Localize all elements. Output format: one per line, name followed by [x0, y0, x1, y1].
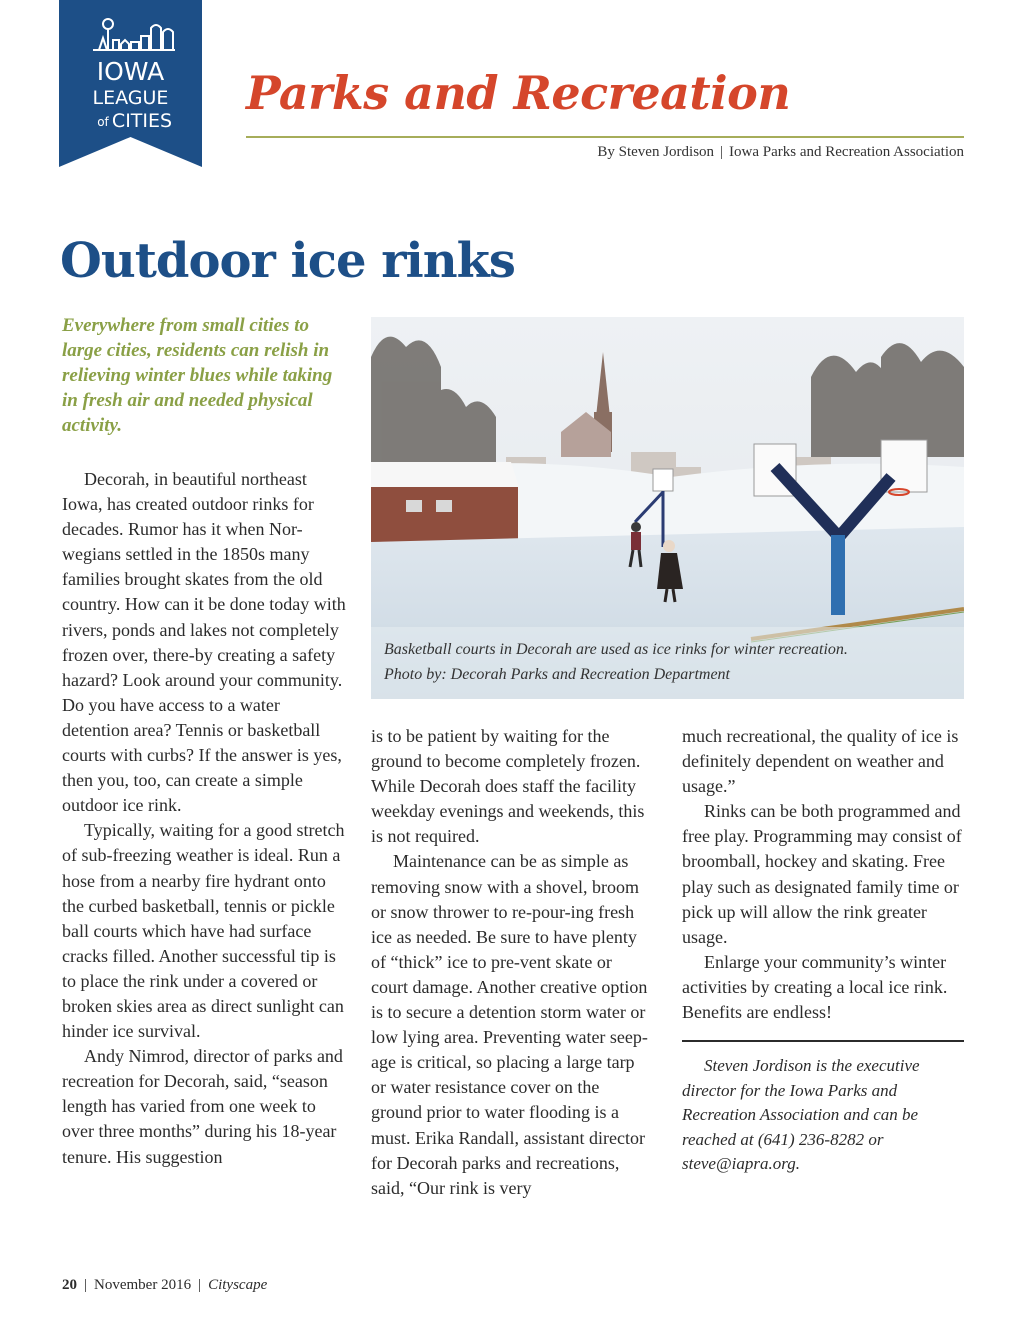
issue-date: November 2016 — [94, 1277, 192, 1293]
article-deck: Everywhere from small cities to large cities, residents can relish in relieving winter blues while taking in fresh air and needed physical activity. — [62, 315, 333, 436]
paragraph: Andy Nimrod, director of parks and recreation for Decorah, said, “season length has varied from one week to over three months” during his 18-year tenure. His suggestion — [62, 1046, 343, 1167]
logo-line-iowa: IOWA — [96, 57, 165, 86]
paragraph: Rinks can be both programmed and free play. Programming may consist of broomball, hockey and skating. Free play such as designated family time or pick up will allow the rink greater usage. — [682, 801, 962, 947]
iowa-league-of-cities-logo — [59, 0, 202, 167]
paragraph: Enlarge your community’s winter activities by creating a local ice rink. Benefits are endless! — [682, 951, 948, 1023]
footer-separator: | — [198, 1277, 202, 1293]
section-title: Parks and Recreation — [246, 66, 791, 120]
photo-caption — [384, 637, 944, 687]
byline — [597, 144, 964, 161]
paragraph: Typically, waiting for a good stretch of sub-freezing weather is ideal. Run a hose from a nearby fire hydrant onto the curbed basketball, tennis or pickle ball courts which have had surface cracks filled. Another successful tip is to place the rink under a covered or broken skies area as direct sunlight can hinder ice survival. — [62, 820, 345, 1042]
magazine-name: Cityscape — [208, 1277, 268, 1293]
footer-separator: | — [84, 1277, 88, 1293]
article-column-3 — [682, 724, 964, 1177]
article-column-1 — [62, 467, 346, 1170]
paragraph: is to be patient by waiting for the ground to become completely frozen. While Decorah does staff the facility weekday evenings and weekends, this is not required. — [371, 726, 645, 847]
caption-line: Basketball courts in Decorah are used as ice rinks for winter recreation. — [384, 641, 848, 658]
page-number: 20 — [62, 1277, 77, 1293]
section-title-rule — [246, 136, 964, 138]
paragraph: much recreational, the quality of ice is definitely dependent on weather and usage.” — [682, 726, 959, 797]
logo-line-of: of — [97, 115, 109, 129]
byline-separator: | — [720, 144, 724, 160]
photo-credit: Photo by: Decorah Parks and Recreation Department — [384, 666, 730, 683]
byline-organization: Iowa Parks and Recreation Association — [729, 144, 964, 160]
logo-line-league: LEAGUE — [92, 87, 169, 109]
page-footer — [62, 1277, 267, 1294]
logo-line-cities: CITIES — [111, 110, 173, 132]
paragraph: Decorah, in beautiful northeast Iowa, has created outdoor rinks for decades. Rumor has it when Nor-wegians settled in the 1850s many families brought skates from the old country. How can it be done today with rivers, ponds and lakes not completely frozen over, there-by creating a safety hazard? Look around your community. Do you have access to a water detention area? Tennis or basketball courts with curbs? If the answer is yes, then you, too, can create a simple outdoor ice rink. — [62, 469, 346, 816]
byline-author: By Steven Jordison — [597, 144, 715, 160]
paragraph: Maintenance can be as simple as removing snow with a shovel, broom or snow thrower to re-pour-ing fresh ice as needed. Be sure to have plenty of “thick” ice to pre-vent skate or court damage. Another creative option is to secure a detention storm water or low lying area. Preventing water seep-age is critical, so placing a large tarp or water resistance cover on the ground prior to water flooding is a must. Erika Randall, assistant director for Decorah parks and recreations, said, “Our rink is very — [371, 851, 648, 1198]
article-column-2 — [371, 724, 653, 1201]
author-bio: Steven Jordison is the executive director for the Iowa Parks and Recreation Association and can be reached at (641) 236-8282 or steve@iapra.org. — [682, 1056, 920, 1174]
article-headline: Outdoor ice rinks — [60, 233, 515, 289]
author-bio-rule — [682, 1040, 964, 1042]
